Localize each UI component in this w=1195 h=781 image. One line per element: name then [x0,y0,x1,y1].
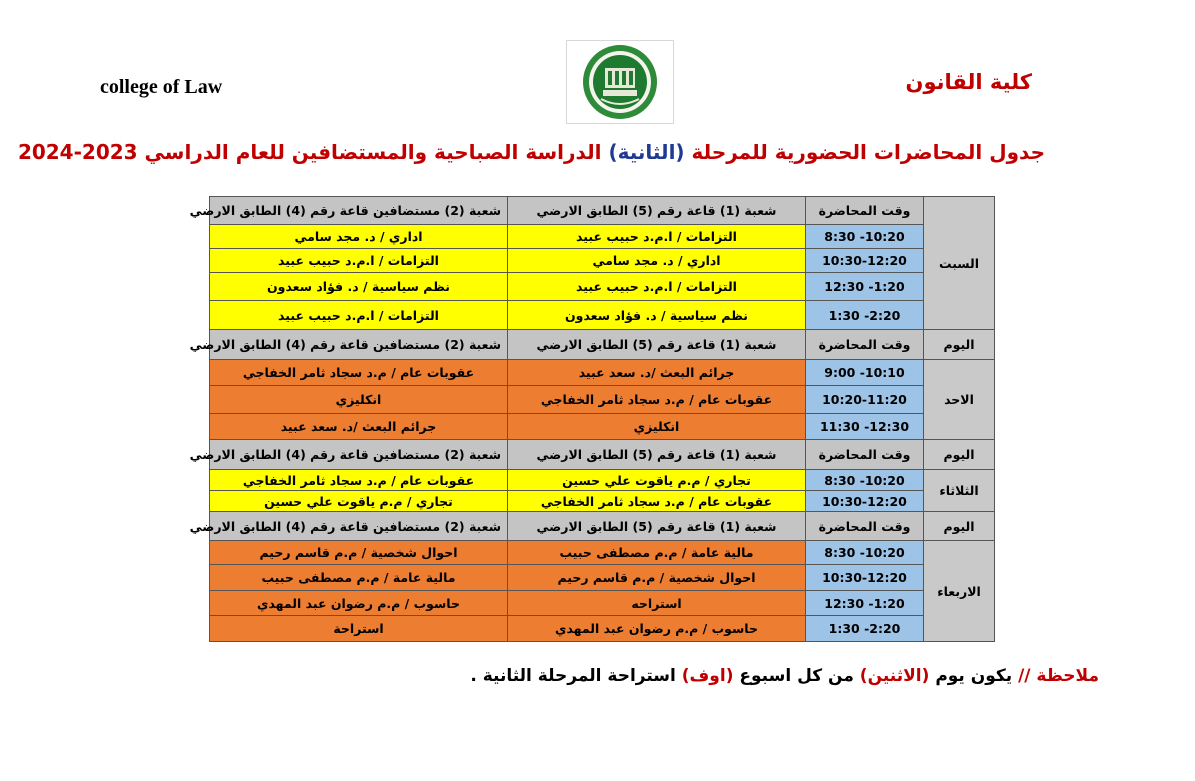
day-tuesday: الثلاثاء [924,470,995,512]
table-row [210,249,995,273]
table-row [210,273,995,301]
page-title [17,140,1045,164]
section-1-cell: نظم سياسية / د. فؤاد سعدون [508,301,806,330]
time-cell: 1:30 -2:20 [806,616,924,642]
section-2-cell: مالية عامة / م.م مصطفى حبيب [210,565,508,591]
header-time: وقت المحاضرة [806,512,924,541]
table-row [210,591,995,616]
college-name-ar: كلية القانون [905,70,1032,94]
title-part2: الدراسة الصباحية والمستضافين للعام الدراسي 2023-2024 [17,140,602,164]
time-cell: 12:30 -1:20 [806,591,924,616]
section-1-cell: حاسوب / م.م رضوان عبد المهدي [508,616,806,642]
table-row [210,565,995,591]
section-2-cell: انكليزي [210,386,508,414]
header-section-1: شعبة (1) قاعة رقم (5) الطابق الارضي [508,440,806,470]
time-cell: 10:20-11:20 [806,386,924,414]
time-cell: 9:00 -10:10 [806,360,924,386]
time-cell: 8:30 -10:20 [806,470,924,491]
header-section-2: شعبة (2) مستضافين قاعة رقم (4) الطابق الارضي [210,440,508,470]
section-1-cell: مالية عامة / م.م مصطفى حبيب [508,541,806,565]
table-row [210,470,995,491]
college-name-en: college of Law [100,76,223,98]
section-1-cell: عقوبات عام / م.د سجاد ثامر الخفاجي [508,491,806,512]
note-off: (اوف) [681,666,734,686]
table-row [210,301,995,330]
table-row [210,541,995,565]
section-2-cell: تجاري / م.م ياقوت علي حسين [210,491,508,512]
time-cell: 10:30-12:20 [806,249,924,273]
section-1-cell: استراحه [508,591,806,616]
section-2-cell: جرائم البعث /د. سعد عبيد [210,414,508,440]
day-saturday: السبت [924,197,995,330]
section-2-cell: احوال شخصية / م.م قاسم رحيم [210,541,508,565]
section-1-cell: اداري / د. مجد سامي [508,249,806,273]
section-2-cell: عقوبات عام / م.د سجاد ثامر الخفاجي [210,470,508,491]
header-day: اليوم [924,512,995,541]
table-row [210,491,995,512]
table-row [210,414,995,440]
university-logo [566,40,674,124]
title-stage: (الثانية) [608,140,685,164]
section-2-cell: حاسوب / م.م رضوان عبد المهدي [210,591,508,616]
header-section-2: شعبة (2) مستضافين قاعة رقم (4) الطابق الارضي [210,330,508,360]
header-section-1: شعبة (1) قاعة رقم (5) الطابق الارضي [508,197,806,225]
schedule-table [189,196,995,642]
section-1-cell: انكليزي [508,414,806,440]
section-2-cell: استراحة [210,616,508,642]
section-1-cell: احوال شخصية / م.م قاسم رحيم [508,565,806,591]
section-2-cell: التزامات / ا.م.د حبيب عبيد [210,301,508,330]
table-row [210,386,995,414]
header-section-1: شعبة (1) قاعة رقم (5) الطابق الارضي [508,512,806,541]
header-day: اليوم [924,330,995,360]
header-time: وقت المحاضرة [806,330,924,360]
time-cell: 12:30 -1:20 [806,273,924,301]
header-section-2: شعبة (2) مستضافين قاعة رقم (4) الطابق الارضي [210,512,508,541]
university-seal-icon [567,41,673,123]
time-cell: 10:30-12:20 [806,565,924,591]
section-1-cell: تجاري / م.م ياقوت علي حسين [508,470,806,491]
title-part1: جدول المحاضرات الحضورية للمرحلة [691,140,1045,164]
time-cell: 8:30 -10:20 [806,541,924,565]
header-section-2: شعبة (2) مستضافين قاعة رقم (4) الطابق الارضي [210,197,508,225]
section-1-cell: عقوبات عام / م.د سجاد ثامر الخفاجي [508,386,806,414]
time-cell: 8:30 -10:20 [806,225,924,249]
note-text2: من كل اسبوع [739,666,854,686]
section-1-cell: جرائم البعث /د. سعد عبيد [508,360,806,386]
time-cell: 10:30-12:20 [806,491,924,512]
header-day: اليوم [924,440,995,470]
day-wednesday: الاربعاء [924,541,995,642]
table-row [210,225,995,249]
time-cell: 11:30 -12:30 [806,414,924,440]
day-sunday: الاحد [924,360,995,440]
note-text1: يكون يوم [935,666,1013,686]
table-row [210,616,995,642]
note-label: ملاحظة // [1018,666,1099,686]
header-section-1: شعبة (1) قاعة رقم (5) الطابق الارضي [508,330,806,360]
note-text3: استراحة المرحلة الثانية . [470,666,676,686]
header-time: وقت المحاضرة [806,440,924,470]
section-2-cell: نظم سياسية / د. فؤاد سعدون [210,273,508,301]
table-row [210,360,995,386]
section-2-cell: عقوبات عام / م.د سجاد ثامر الخفاجي [210,360,508,386]
header-time: وقت المحاضرة [806,197,924,225]
note [399,664,1099,688]
section-1-cell: التزامات / ا.م.د حبيب عبيد [508,273,806,301]
section-2-cell: اداري / د. مجد سامي [210,225,508,249]
time-cell: 1:30 -2:20 [806,301,924,330]
note-day: (الاثنين) [859,666,930,686]
section-1-cell: التزامات / ا.م.د حبيب عبيد [508,225,806,249]
section-2-cell: التزامات / ا.م.د حبيب عبيد [210,249,508,273]
